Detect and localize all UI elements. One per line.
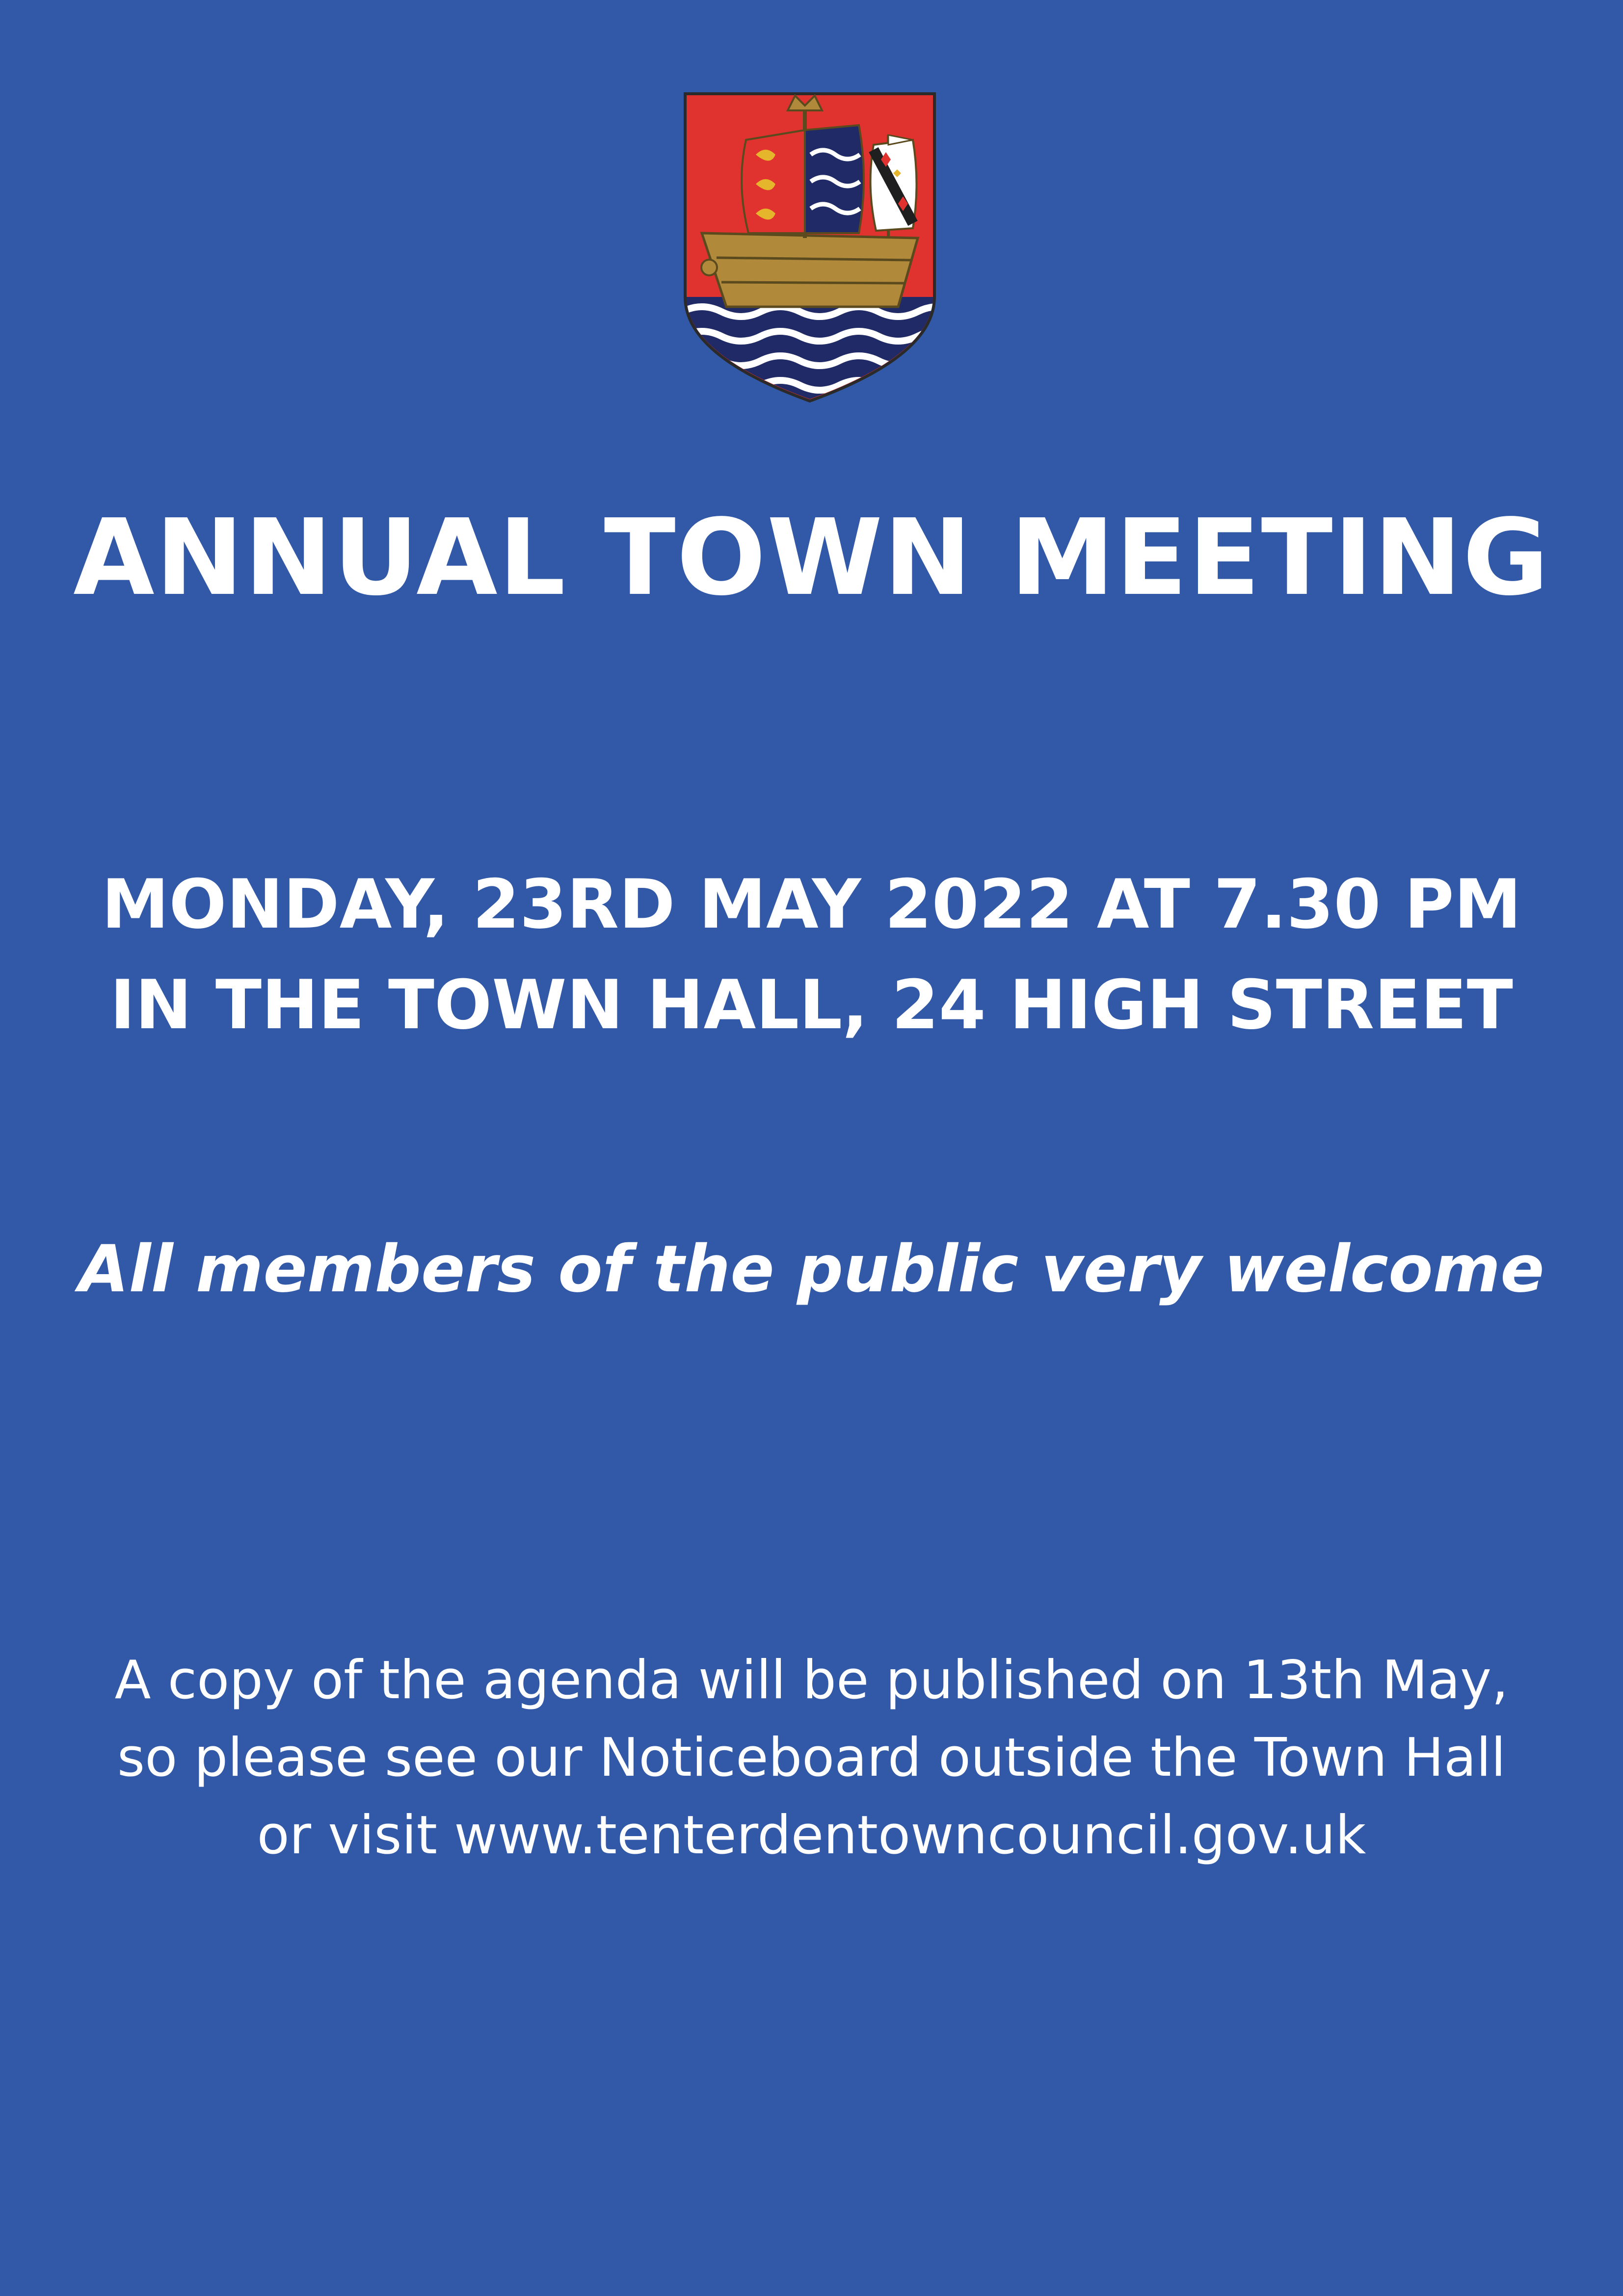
agenda-info-line: or visit www.tenterdentowncouncil.gov.uk [257,1805,1366,1866]
event-date-line: MONDAY, 23RD MAY 2022 AT 7.30 PM [101,865,1521,944]
meeting-title: ANNUAL TOWN MEETING [73,497,1550,619]
town-coat-of-arms-icon [682,91,937,405]
event-details [0,854,1623,1055]
agenda-info-line: so please see our Noticeboard outside the Town Hall [117,1727,1506,1789]
agenda-info [0,1642,1623,1874]
event-venue-line: IN THE TOWN HALL, 24 HIGH STREET [110,965,1513,1044]
public-welcome-text: All members of the public very welcome [79,1231,1544,1307]
agenda-info-line: A copy of the agenda will be published on 13th May, [114,1650,1509,1711]
